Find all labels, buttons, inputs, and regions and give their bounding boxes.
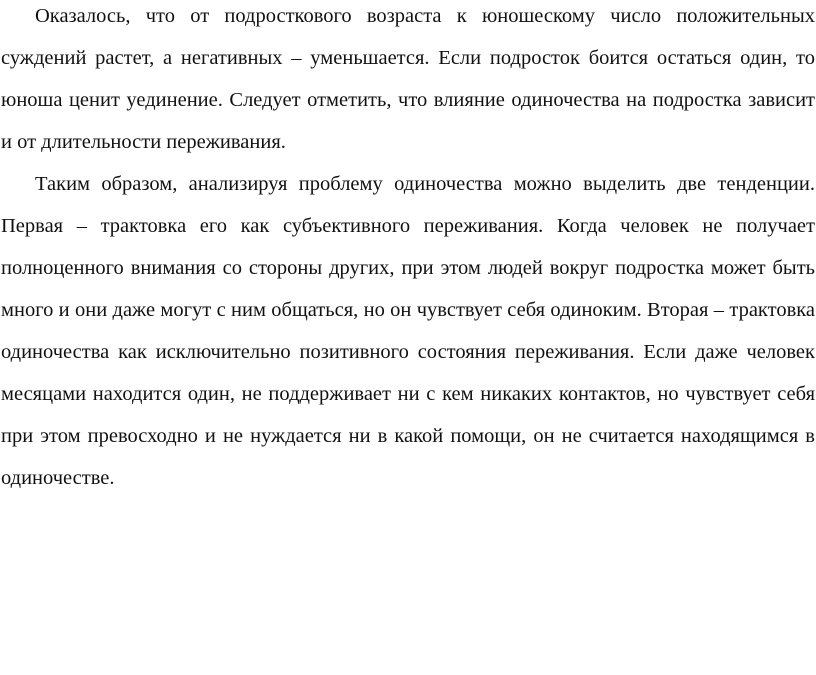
paragraph-1: Оказалось, что от подросткового возраста к юношескому число положительных суждений растет, а негативных – уменьшается. Если подросток боится остаться один, то юноша ценит уединение. Следует отметить, что влияние одиночества на подростка зависит и от длительности переживания. <box>1 5 815 153</box>
paragraph-2: Таким образом, анализируя проблему одиночества можно выделить две тенденции. Первая – трактовка его как субъективного переживания. Когда человек не получает полноценного внимания со стороны других, при этом людей вокруг подростка может быть много и они даже могут с ним общаться, но он чувствует себя одиноким. Вторая – трактовка одиночества как исключительно позитивного состояния переживания. Если даже человек месяцами находится один, не поддерживает ни с кем никаких контактов, но чувствует себя при этом превосходно и не нуждается ни в какой помощи, он не считается находящимся в одиночестве. <box>1 173 815 489</box>
